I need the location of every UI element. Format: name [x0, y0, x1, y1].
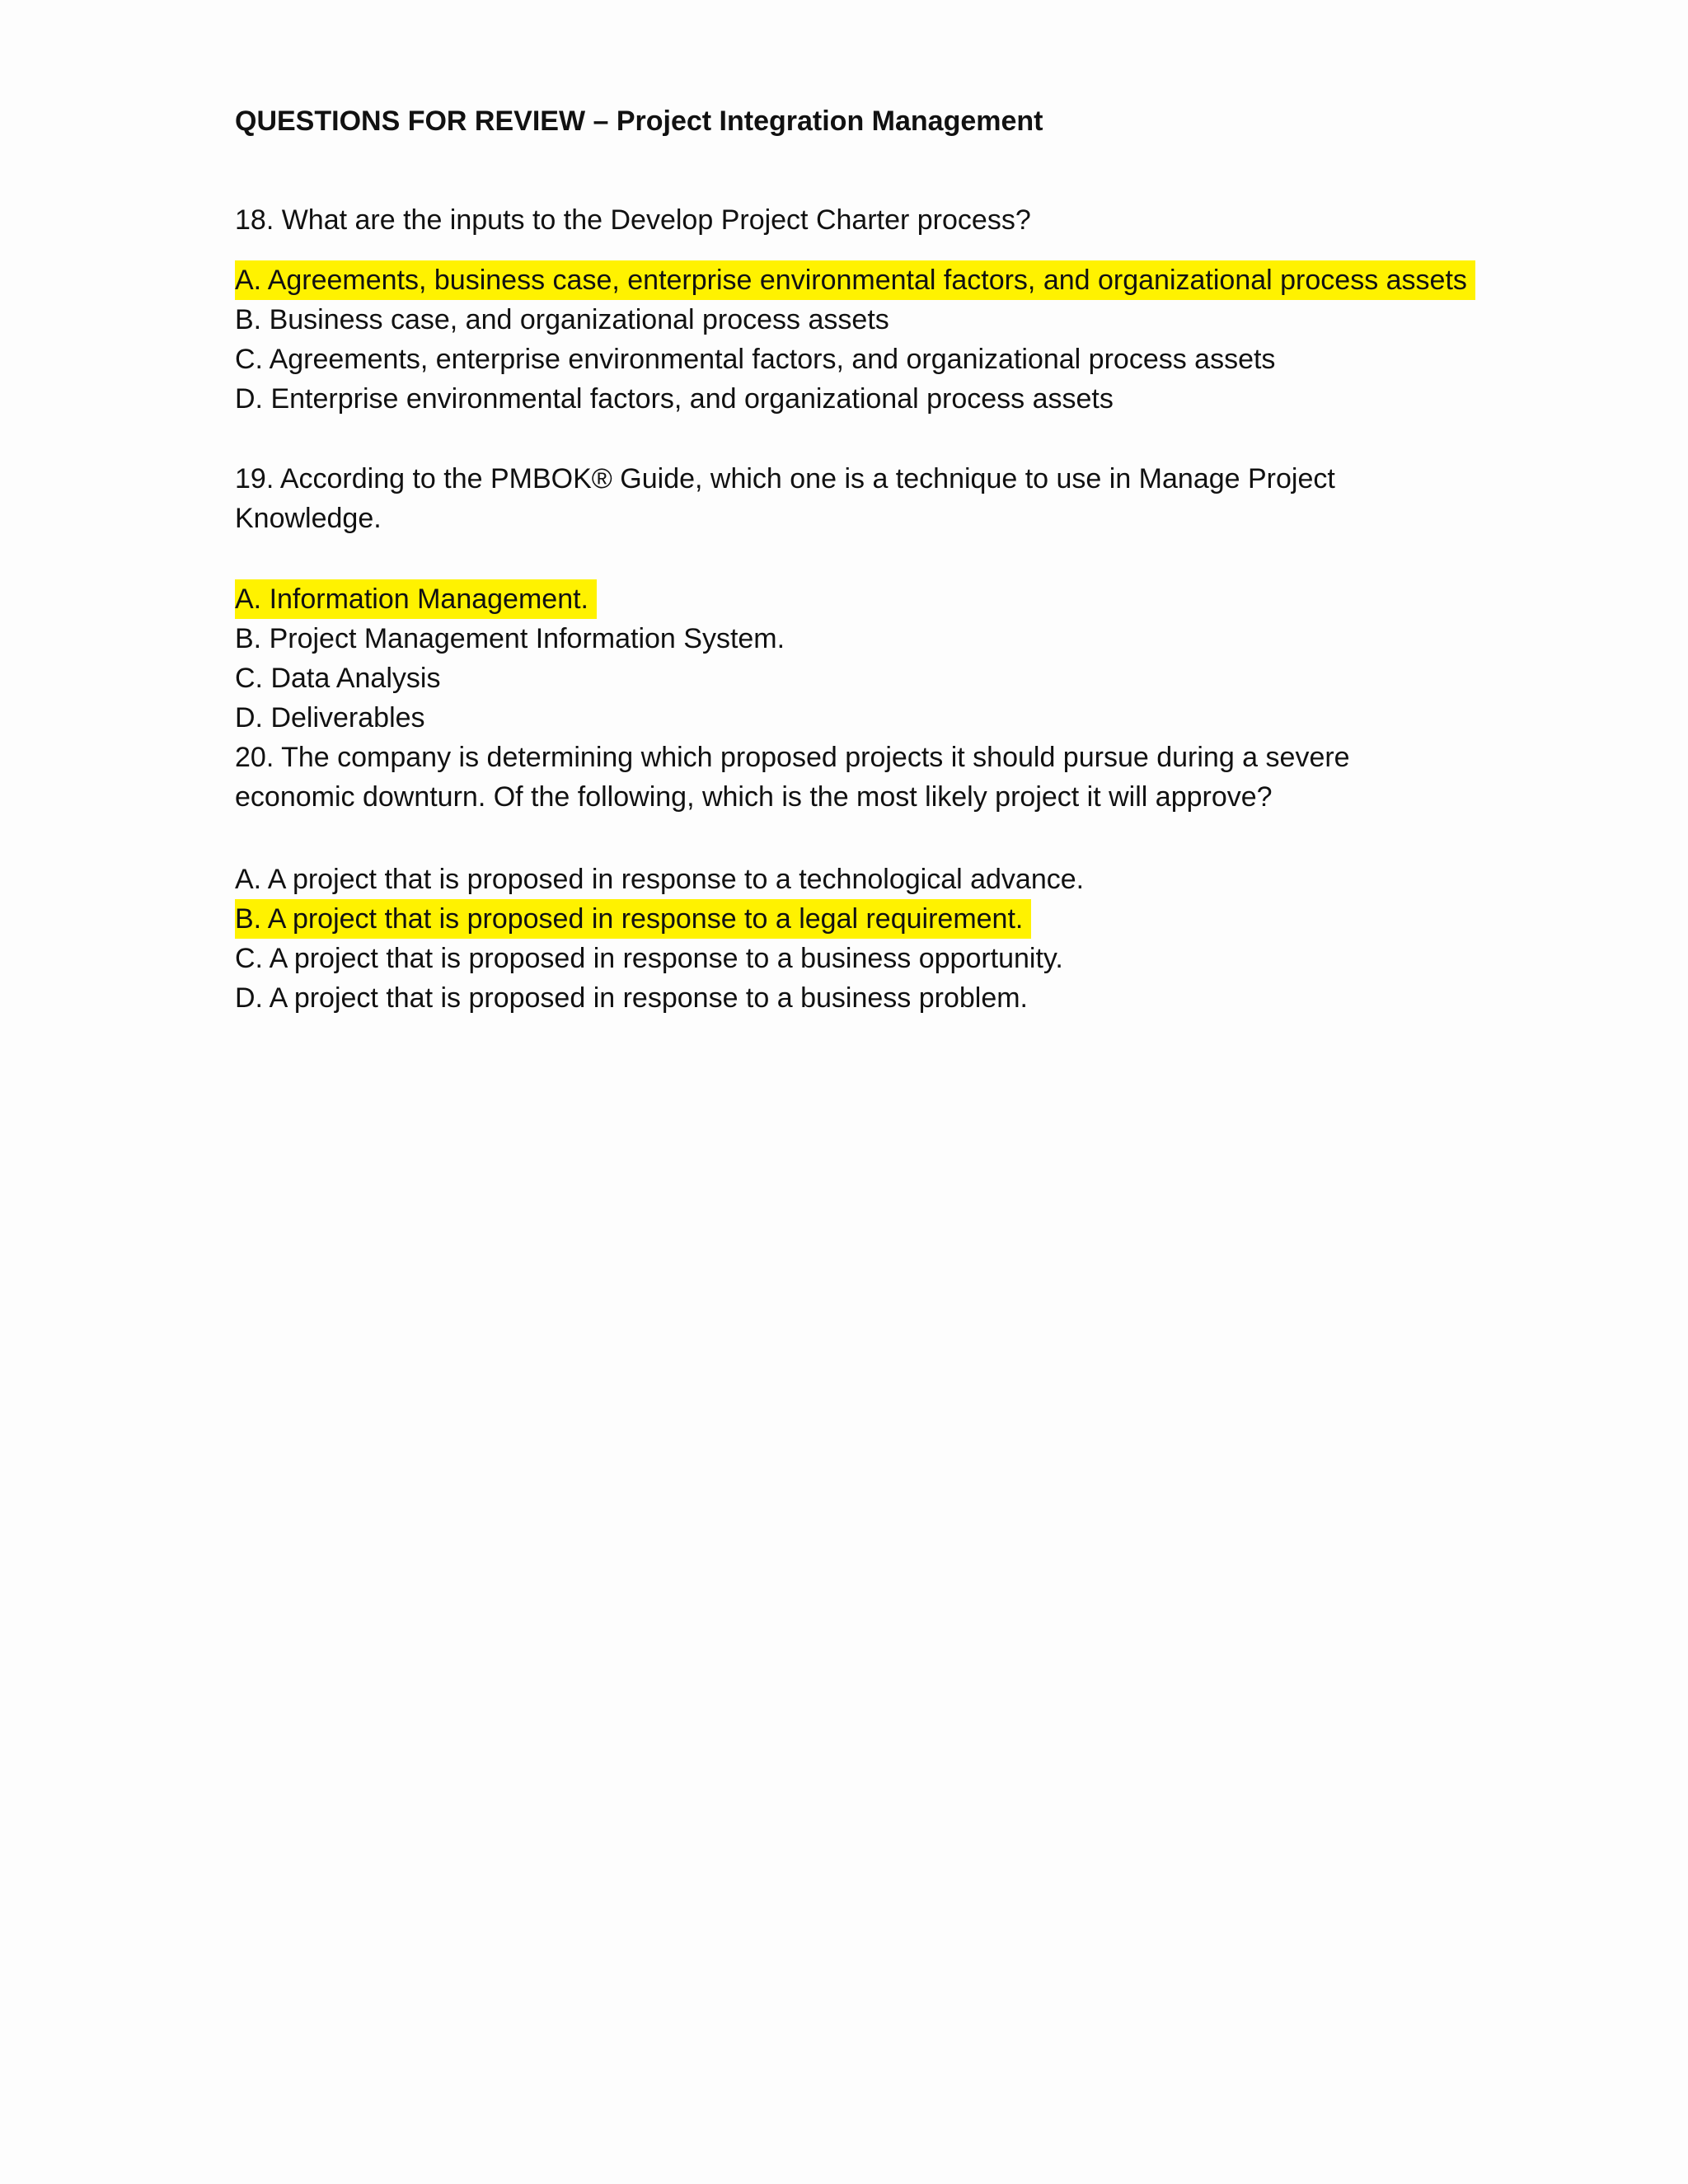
answer-option-text: A. Agreements, business case, enterprise environmental factors, and organizational process assets: [235, 260, 1475, 300]
answer-option-text: C. Data Analysis: [235, 663, 441, 694]
answer-option: [235, 260, 1467, 300]
question-18-text: 18. What are the inputs to the Develop Project Charter process?: [235, 204, 1031, 236]
answer-option-text: C. Agreements, enterprise environmental factors, and organizational process assets: [235, 344, 1276, 375]
question-18-block: [235, 200, 1467, 419]
question-19-text: 19. According to the PMBOK® Guide, which one is a technique to use in Manage Project Knowledge.: [235, 463, 1335, 534]
page-title: QUESTIONS FOR REVIEW – Project Integration Management: [235, 105, 1043, 137]
question-19-options: [235, 579, 1455, 738]
answer-option: [235, 899, 1455, 939]
answer-option: [235, 978, 1455, 1018]
answer-option-text: C. A project that is proposed in response to a business opportunity.: [235, 943, 1063, 974]
question-20-text: 20. The company is determining which proposed projects it should pursue during a severe economic downturn. Of the following, which is the most likely project it will approve?: [235, 742, 1350, 813]
answer-option-text: A. Information Management.: [235, 579, 597, 619]
answer-option: [235, 340, 1455, 379]
question-20-options: [235, 860, 1455, 1018]
answer-option: [235, 860, 1455, 899]
question-20-block: [235, 738, 1455, 1018]
answer-option: [235, 658, 1455, 698]
answer-option-text: B. A project that is proposed in response to a legal requirement.: [235, 899, 1031, 939]
answer-option: [235, 379, 1455, 419]
answer-option-text: B. Project Management Information System.: [235, 623, 785, 654]
answer-option: [235, 619, 1455, 658]
answer-option-text: D. Deliverables: [235, 702, 425, 733]
question-19-block: [235, 459, 1455, 738]
answer-option-text: D. Enterprise environmental factors, and organizational process assets: [235, 383, 1114, 415]
answer-option: [235, 698, 1455, 738]
answer-option-text: B. Business case, and organizational process assets: [235, 304, 889, 335]
answer-option-text: A. A project that is proposed in response to a technological advance.: [235, 864, 1085, 895]
answer-option: [235, 939, 1455, 978]
answer-option: [235, 300, 1455, 340]
answer-option: [235, 579, 1455, 619]
question-18-options: [235, 260, 1467, 419]
answer-option-text: D. A project that is proposed in response to a business problem.: [235, 982, 1028, 1014]
